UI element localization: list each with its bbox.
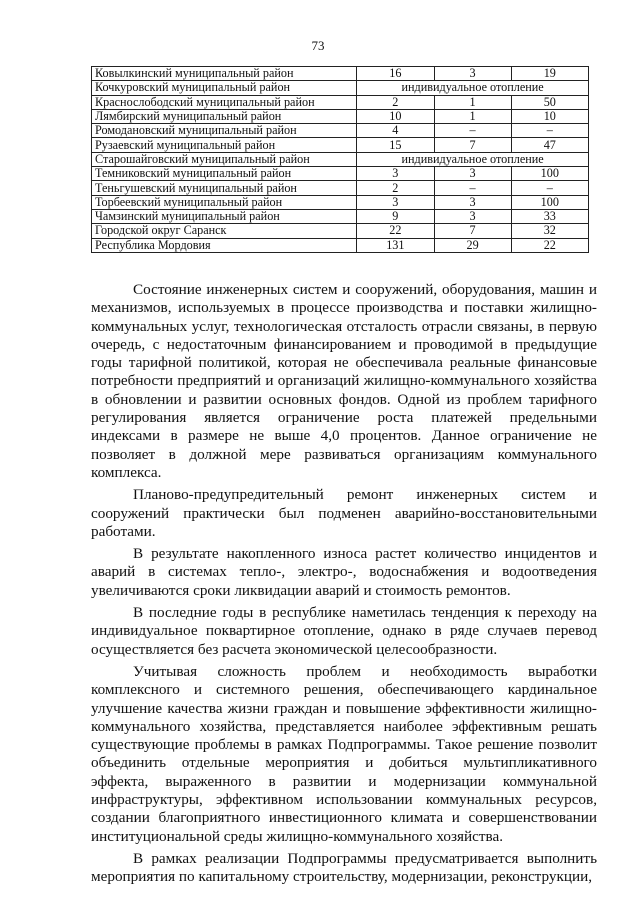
paragraph: В рамках реализации Подпрограммы предусматривается выполнить мероприятия по капитальному строительству, модернизации, реконструкции, xyxy=(91,849,597,886)
paragraph: Состояние инженерных систем и сооружений, оборудования, машин и механизмов, используемых в процессе производства и поставки жилищно-коммунальных услуг, технологическая отсталость отрасли связаны, в первую очередь, с недостаточным финансированием и проводимой в предыдущие годы тарифной политикой, которая не обеспечивала реальные финансовые потребности предприятий и организаций жилищно-коммунального хозяйства в обновлении и развитии основных фондов. Одной из проблем тарифного регулирования является ограничение роста платежей предельными индексами в размере не выше 4,0 процентов. Данное ограничение не позволяет в должной мере развиваться организациям коммунального комплекса. xyxy=(91,281,597,481)
district-name-cell: Ромодановский муниципальный район xyxy=(92,124,357,138)
value-cell: 9 xyxy=(357,209,434,223)
table-row xyxy=(92,167,589,181)
value-cell: 2 xyxy=(357,181,434,195)
district-name-cell: Кочкуровский муниципальный район xyxy=(92,81,357,95)
value-cell: – xyxy=(434,181,511,195)
district-name-cell: Чамзинский муниципальный район xyxy=(92,209,357,223)
table-row xyxy=(92,109,589,123)
table-row xyxy=(92,238,589,252)
page-number: 73 xyxy=(311,38,325,53)
table-row xyxy=(92,209,589,223)
district-name-cell: Республика Мордовия xyxy=(92,238,357,252)
value-cell: 22 xyxy=(511,238,588,252)
table-row xyxy=(92,224,589,238)
value-cell: 1 xyxy=(434,109,511,123)
table-row xyxy=(92,124,589,138)
value-cell: 3 xyxy=(357,167,434,181)
value-cell: – xyxy=(434,124,511,138)
value-cell: 10 xyxy=(357,109,434,123)
table-body xyxy=(92,67,589,253)
district-name-cell: Теньгушевский муниципальный район xyxy=(92,181,357,195)
table-row xyxy=(92,81,589,95)
district-name-cell: Старошайговский муниципальный район xyxy=(92,152,357,166)
value-cell: 4 xyxy=(357,124,434,138)
value-cell: 10 xyxy=(511,109,588,123)
paragraph: Планово-предупредительный ремонт инженерных систем и сооружений практически был подменен аварийно-восстановительными работами. xyxy=(91,486,597,540)
value-cell: 3 xyxy=(434,167,511,181)
value-cell: 47 xyxy=(511,138,588,152)
value-cell: 7 xyxy=(434,224,511,238)
district-name-cell: Рузаевский муниципальный район xyxy=(92,138,357,152)
table-row xyxy=(92,138,589,152)
table-row xyxy=(92,195,589,209)
table-row xyxy=(92,67,589,81)
paragraph: В последние годы в республике наметилась тенденция к переходу на индивидуальное поквартирное отопление, однако в ряде случаев перевод осуществляется без расчета экономической целесообразности. xyxy=(91,604,597,658)
value-cell: 32 xyxy=(511,224,588,238)
district-name-cell: Торбеевский муниципальный район xyxy=(92,195,357,209)
district-table xyxy=(91,66,589,253)
value-cell: 7 xyxy=(434,138,511,152)
value-cell: 100 xyxy=(511,167,588,181)
value-cell: 131 xyxy=(357,238,434,252)
district-name-cell: Темниковский муниципальный район xyxy=(92,167,357,181)
value-cell: 2 xyxy=(357,95,434,109)
value-cell: 100 xyxy=(511,195,588,209)
value-cell: 22 xyxy=(357,224,434,238)
value-cell: 3 xyxy=(434,195,511,209)
value-cell: 16 xyxy=(357,67,434,81)
body-text xyxy=(91,281,597,891)
merged-value-cell: индивидуальное отопление xyxy=(357,152,589,166)
value-cell: 19 xyxy=(511,67,588,81)
value-cell: – xyxy=(511,181,588,195)
value-cell: 50 xyxy=(511,95,588,109)
table-row xyxy=(92,152,589,166)
paragraph: В результате накопленного износа растет количество инцидентов и аварий в системах тепло-, электро-, водоснабжения и водоотведения увеличиваются сроки ликвидации аварий и стоимость ремонтов. xyxy=(91,545,597,599)
value-cell: 3 xyxy=(357,195,434,209)
value-cell: 3 xyxy=(434,209,511,223)
table-row xyxy=(92,181,589,195)
value-cell: 15 xyxy=(357,138,434,152)
table-row xyxy=(92,95,589,109)
value-cell: – xyxy=(511,124,588,138)
value-cell: 1 xyxy=(434,95,511,109)
district-name-cell: Лямбирский муниципальный район xyxy=(92,109,357,123)
district-name-cell: Краснослободский муниципальный район xyxy=(92,95,357,109)
district-name-cell: Ковылкинский муниципальный район xyxy=(92,67,357,81)
paragraph: Учитывая сложность проблем и необходимость выработки комплексного и системного решения, обеспечивающего кардинальное улучшение качества жизни граждан и повышение эффективности жилищно-коммунального хозяйства, представляется наиболее эффективным решать существующие проблемы в рамках Подпрограммы. Такое решение позволит объединить отдельные мероприятия и добиться мультипликативного эффекта, выраженного в развитии и модернизации коммунальной инфраструктуры, эффективном использовании коммунальных ресурсов, создании благоприятного инвестиционного климата и совершенствовании институциональной среды жилищно-коммунального хозяйства. xyxy=(91,662,597,845)
merged-value-cell: индивидуальное отопление xyxy=(357,81,589,95)
district-name-cell: Городской округ Саранск xyxy=(92,224,357,238)
value-cell: 33 xyxy=(511,209,588,223)
value-cell: 3 xyxy=(434,67,511,81)
value-cell: 29 xyxy=(434,238,511,252)
